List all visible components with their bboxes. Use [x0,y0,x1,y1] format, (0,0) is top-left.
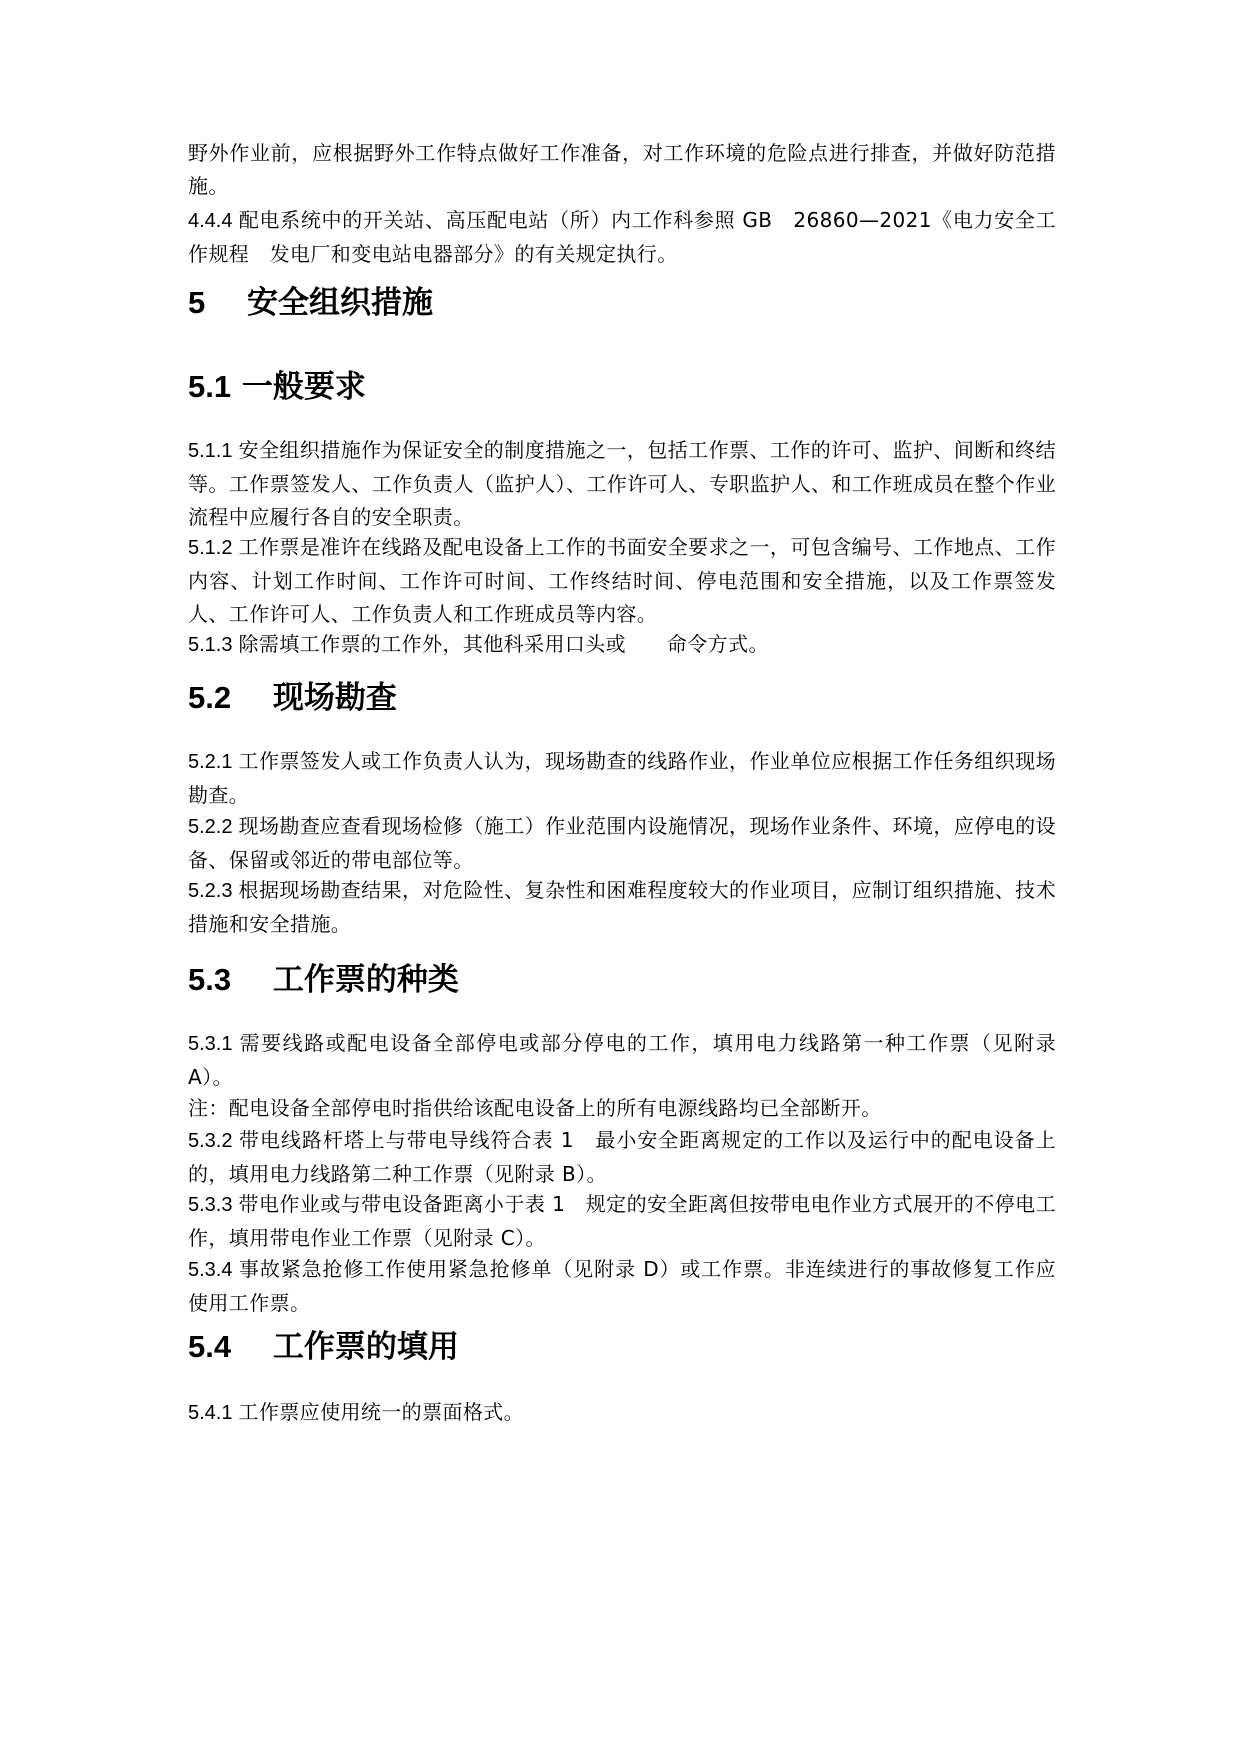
clause-number: 5.2.1 [188,751,233,773]
clause-text: 带电作业或与带电设备距离小于表 1 规定的安全距离但按带电电作业方式展开的不停电工作，填用带电作业工作票（见附录 C）。 [188,1192,1056,1250]
clause-4-4-4 [188,204,1056,271]
clause-number: 5.2.2 [188,816,233,838]
clause-number: 5.3.3 [188,1194,233,1216]
clause-number: 5.2.3 [188,880,233,902]
clause-text: 工作票是准许在线路及配电设备上工作的书面安全要求之一，可包含编号、工作地点、工作内容、计划工作时间、工作许可时间、工作终结时间、停电范围和安全措施，以及工作票签发人、工作许可人、工作负责人和工作班成员等内容。 [188,535,1056,626]
clause-text: 除需填工作票的工作外，其他科采用口头或 命令方式。 [238,632,769,656]
paragraph-text: 野外作业前，应根据野外工作特点做好工作准备，对工作环境的危险点进行排查，并做好防范措施。 [188,141,1056,198]
clause-text: 工作票应使用统一的票面格式。 [238,1400,525,1424]
clause-text: 需要线路或配电设备全部停电或部分停电的工作，填用电力线路第一种工作票（见附录 A）。 [188,1031,1056,1089]
section-heading-5-4 [188,1327,1056,1367]
section-title: 现场勘查 [272,680,397,716]
section-number: 5.1 [188,369,232,404]
clause-text: 事故紧急抢修工作使用紧急抢修单（见附录 D）或工作票。非连续进行的事故修复工作应使用工作票。 [188,1257,1056,1315]
clause-text: 安全组织措施作为保证安全的制度措施之一，包括工作票、工作的许可、监护、间断和终结等。工作票签发人、工作负责人（监护人）、工作许可人、专职监护人、和工作班成员在整个作业流程中应履行各自的安全职责。 [188,438,1056,529]
section-title: 安全组织措施 [247,285,434,321]
section-title: 工作票的种类 [272,962,459,998]
clause-number: 5.1.3 [188,634,233,656]
clause-number: 5.3.2 [188,1130,233,1152]
section-heading-5-3 [188,960,1056,1000]
clause-5-3-2 [188,1124,1056,1191]
clause-text: 带电线路杆塔上与带电导线符合表 1 最小安全距离规定的工作以及运行中的配电设备上的，填用电力线路第二种工作票（见附录 B）。 [188,1128,1056,1186]
clause-5-2-1 [188,745,1056,812]
section-title: 工作票的填用 [272,1329,459,1365]
clause-number: 5.1.1 [188,440,233,462]
clause-5-3-4 [188,1253,1056,1320]
clause-number: 5.1.2 [188,537,233,559]
clause-text: 现场勘查应查看现场检修（施工）作业范围内设施情况，现场作业条件、环境，应停电的设备、保留或邻近的带电部位等。 [188,814,1056,872]
clause-number: 5.3.4 [188,1259,233,1281]
paragraph-outdoor-work [188,137,1056,203]
clause-5-3-1 [188,1027,1056,1094]
clause-5-1-2 [188,531,1056,631]
section-title: 一般要求 [241,369,366,405]
clause-text: 工作票签发人或工作负责人认为，现场勘查的线路作业，作业单位应根据工作任务组织现场勘查。 [188,749,1056,807]
section-number: 5.3 [188,962,232,997]
section-heading-5-2 [188,678,1056,718]
section-number: 5.4 [188,1329,232,1364]
section-heading-5 [188,283,1056,323]
clause-5-4-1 [188,1396,1056,1430]
clause-number: 5.4.1 [188,1402,233,1424]
section-heading-5-1 [188,367,1056,407]
clause-5-2-2 [188,810,1056,877]
clause-5-3-3 [188,1188,1056,1255]
clause-text: 根据现场勘查结果，对危险性、复杂性和困难程度较大的作业项目，应制订组织措施、技术措施和安全措施。 [188,878,1056,936]
note-5-3-1 [188,1092,1056,1125]
clause-5-1-1 [188,434,1056,534]
clause-5-1-3 [188,628,1056,662]
section-number: 5 [188,285,206,320]
note-text: 注：配电设备全部停电时指供给该配电设备上的所有电源线路均已全部断开。 [188,1096,882,1120]
section-number: 5.2 [188,680,232,715]
clause-5-2-3 [188,874,1056,941]
clause-text: 配电系统中的开关站、高压配电站（所）内工作科参照 GB 26860—2021《电力安全工作规程 发电厂和变电站电器部分》的有关规定执行。 [188,208,1056,266]
clause-number: 5.3.1 [188,1033,233,1055]
clause-number: 4.4.4 [188,210,233,232]
